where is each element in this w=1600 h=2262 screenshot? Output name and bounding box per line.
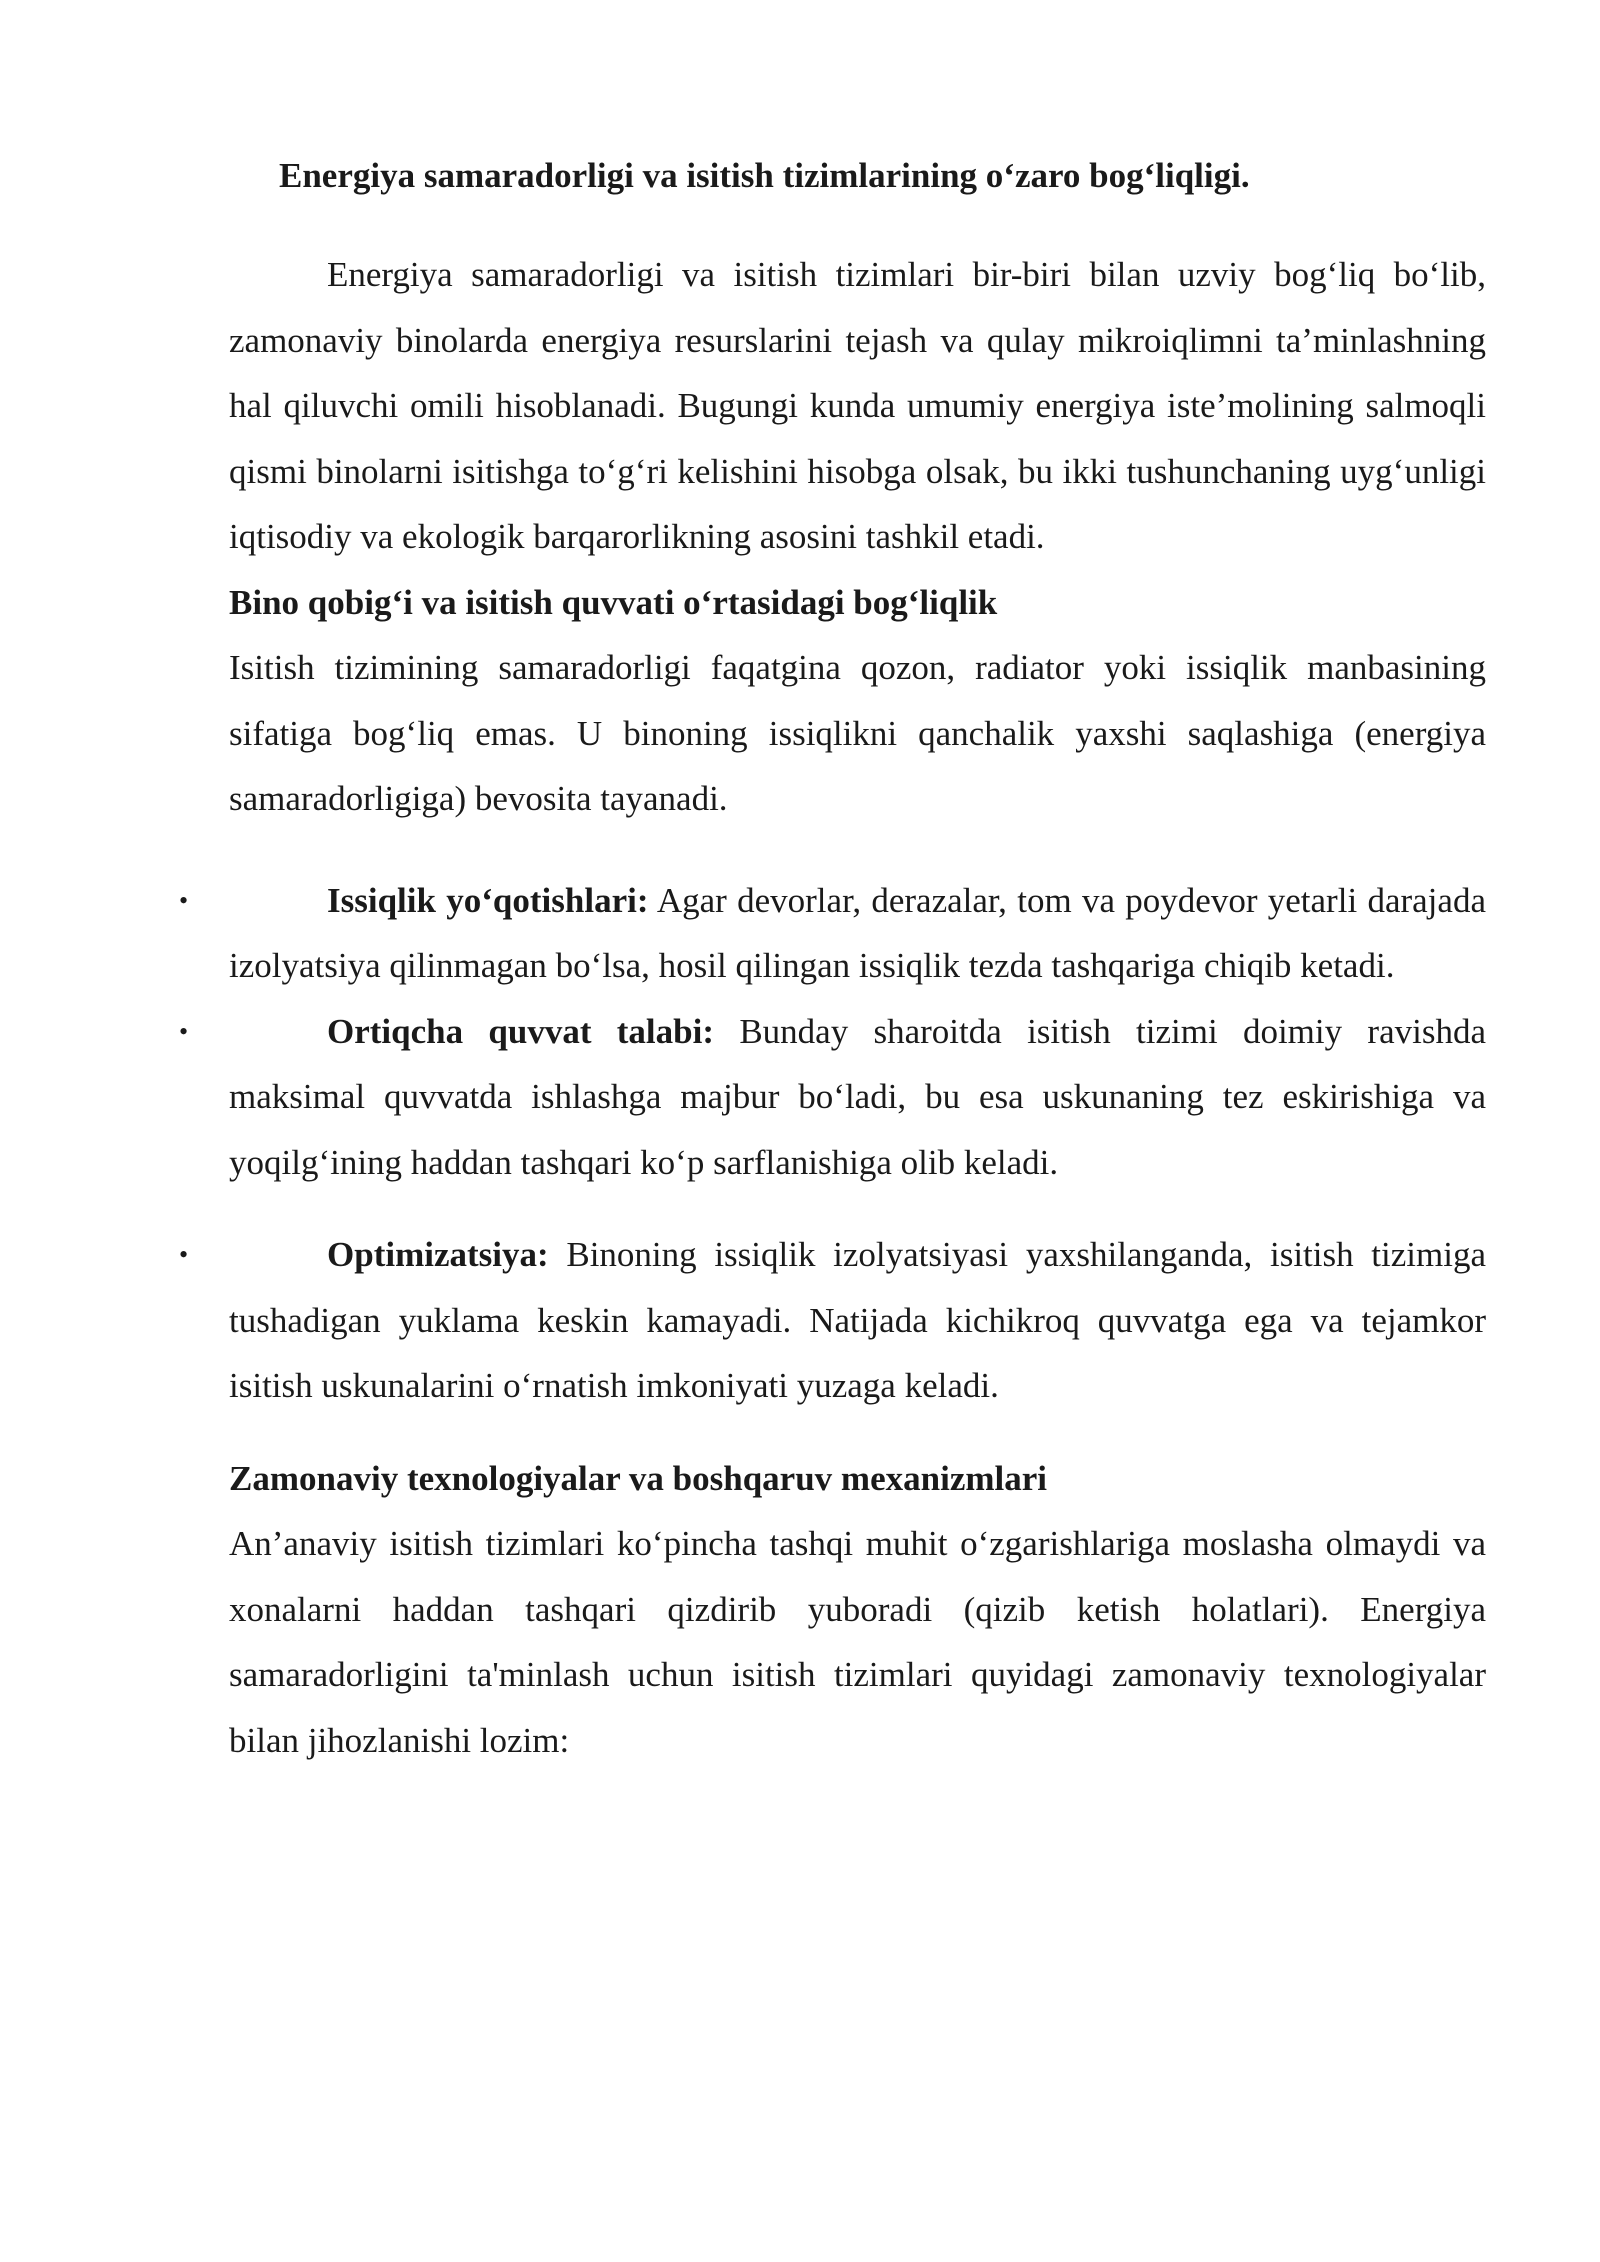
bullet-text: Bunday sharoitda isitish tizimi doimiy ravishda maksimal quvvatda ishlashga majbur bo‘ladi, bu esa uskunaning tez eskirishiga va yoqilg‘ining haddan tashqari ko‘p sarflanishiga olib keladi.	[229, 1011, 1486, 1182]
bullet-icon: •	[179, 1016, 189, 1046]
bullet-list	[179, 868, 1487, 1419]
section-paragraph-building-envelope: Isitish tizimining samaradorligi faqatgina qozon, radiator yoki issiqlik manbasining sifatiga bog‘liq emas. U binoning issiqlikni qanchalik yaxshi saqlashiga (energiya samaradorligiga) bevosita tayanadi.	[229, 648, 1486, 818]
section-heading-building-envelope: Bino qobig‘i va isitish quvvati o‘rtasidagi bog‘liqlik	[229, 582, 998, 622]
bullet-item-optimization	[179, 1222, 1487, 1419]
bullet-term: Optimizatsiya:	[327, 1235, 549, 1274]
bullet-item-heat-loss	[179, 868, 1486, 999]
bullet-item-excess-power	[179, 999, 1486, 1196]
section-heading-modern-tech: Zamonaviy texnologiyalar va boshqaruv mexanizmlari	[229, 1458, 1047, 1498]
bullet-icon: •	[179, 1240, 189, 1269]
section-paragraph-modern-tech: An’anaviy isitish tizimlari ko‘pincha tashqi muhit o‘zgarishlariga moslasha olmaydi va xonalarni haddan tashqari qizdirib yuboradi (qizib ketish holatlari). Energiya samaradorligini ta'minlash uchun isitish tizimlari quyidagi zamonaviy texnologiyalar bilan jihozlanishi lozim:	[229, 1524, 1486, 1760]
bullet-term: Ortiqcha quvvat talabi:	[327, 1011, 715, 1051]
document-title: Energiya samaradorligi va isitish tizimlarining o‘zaro bog‘liqligi.	[279, 156, 1250, 195]
bullet-text: Agar devorlar, derazalar, tom va poydevor yetarli darajada izolyatsiya qilinmagan bo‘lsa, hosil qilingan issiqlik tezda tashqariga chiqib ketadi.	[229, 880, 1486, 985]
bullet-text: Binoning issiqlik izolyatsiyasi yaxshilanganda, isitish tizimiga tushadigan yuklama keskin kamayadi. Natijada kichikroq quvvatga ega va tejamkor isitish uskunalarini o‘rnatish imkoniyati yuzaga keladi.	[229, 1235, 1487, 1405]
bullet-term: Issiqlik yo‘qotishlari:	[327, 880, 649, 920]
bullet-icon: •	[179, 885, 189, 915]
intro-paragraph: Energiya samaradorligi va isitish tizimlari bir-biri bilan uzviy bog‘liq bo‘lib, zamonaviy binolarda energiya resurslarini tejash va qulay mikroiqlimni ta’minlashning hal qiluvchi omili hisoblanadi. Bugungi kunda umumiy energiya iste’molining salmoqli qismi binolarni isitishga to‘g‘ri kelishini hisobga olsak, bu ikki tushunchaning uyg‘unligi iqtisodiy va ekologik barqarorlikning asosini tashkil etadi.	[229, 255, 1486, 556]
document-page	[179, 150, 1487, 1773]
